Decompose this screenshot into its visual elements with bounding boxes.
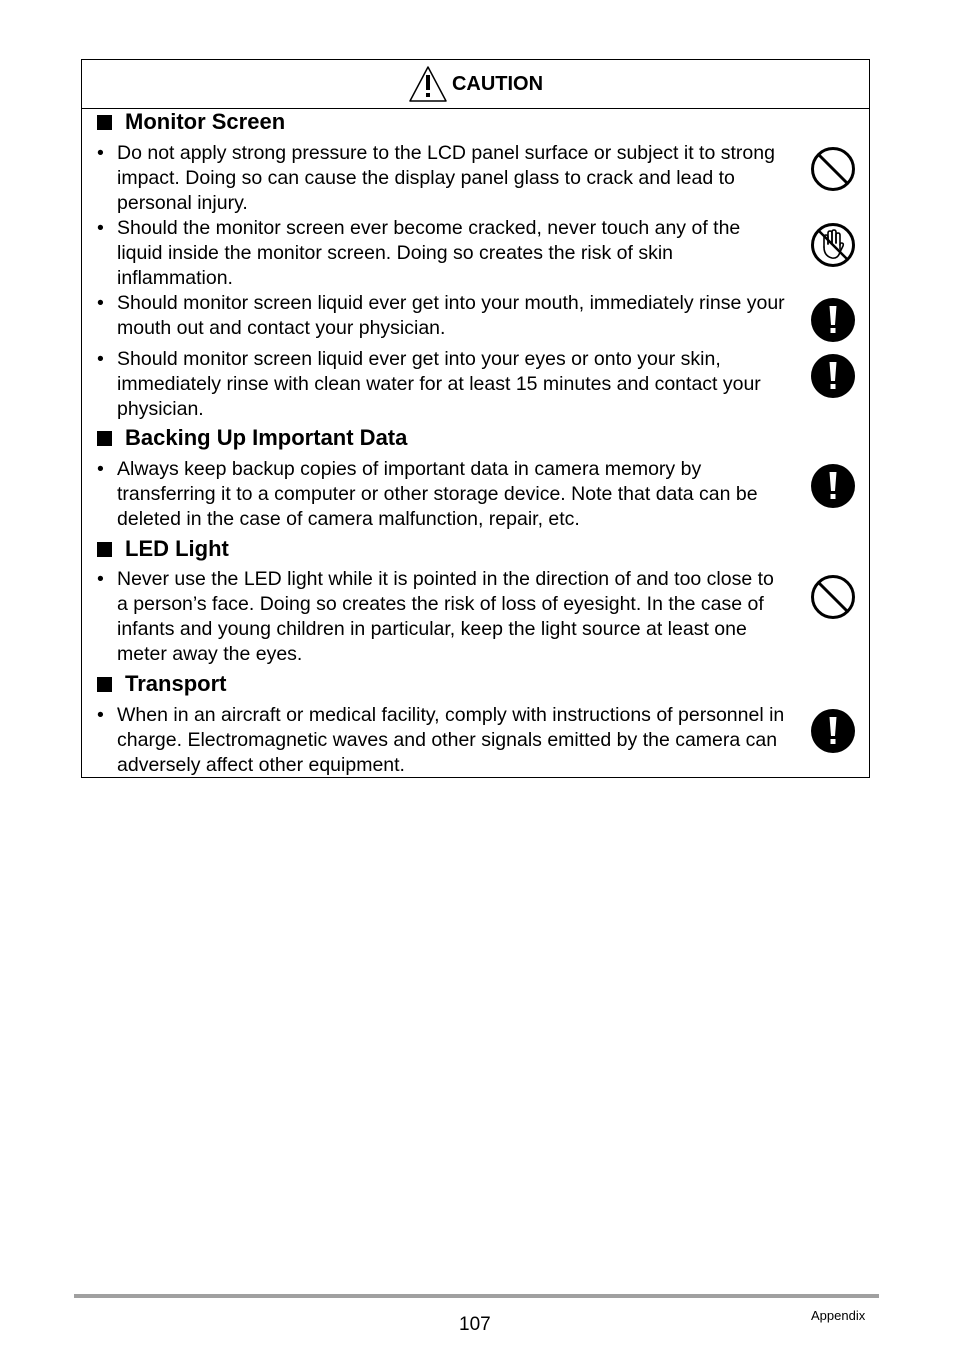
list-item: • Never use the LED light while it is pointed in the direction of and too close to a person’s face. Doing so creates the risk of loss of eyesight. In the case of infants and young children in particular, keep the light source at least one meter away the eyes.	[97, 568, 774, 665]
section-heading-backing-up	[97, 425, 407, 451]
prohibited-icon	[810, 146, 856, 192]
footer-section-name: Appendix	[811, 1308, 866, 1323]
section-heading-led-light	[97, 536, 229, 562]
prohibited-icon	[810, 574, 856, 620]
caution-title: CAUTION	[451, 72, 544, 95]
section-heading-label: Backing Up Important Data	[125, 425, 408, 450]
mandatory-action-icon	[810, 297, 856, 343]
section-heading-label: Monitor Screen	[125, 109, 286, 134]
section-heading-transport	[97, 671, 226, 697]
caution-header	[82, 60, 869, 109]
list-item: • Should the monitor screen ever become cracked, never touch any of the liquid inside the monitor screen. Doing so creates the risk of skin inflammation.	[97, 217, 741, 289]
list-item: • Should monitor screen liquid ever get into your mouth, immediately rinse your mouth out and contact your physician.	[97, 292, 785, 339]
mandatory-action-icon	[810, 463, 856, 509]
footer-divider	[74, 1294, 879, 1298]
section-heading-label: LED Light	[125, 536, 229, 561]
list-item: • Do not apply strong pressure to the LCD panel surface or subject it to strong impact. Doing so can cause the display panel glass to crack and lead to personal injury.	[97, 142, 775, 214]
heading-square-icon	[97, 542, 112, 557]
section-heading-monitor-screen	[97, 109, 285, 135]
do-not-touch-icon	[810, 222, 856, 268]
heading-square-icon	[97, 677, 112, 692]
section-heading-label: Transport	[125, 671, 227, 696]
warning-triangle-icon	[408, 65, 452, 103]
page-number: 107	[459, 1314, 491, 1335]
mandatory-action-icon	[810, 353, 856, 399]
heading-square-icon	[97, 431, 112, 446]
list-item: • Should monitor screen liquid ever get into your eyes or onto your skin, immediately rinse with clean water for at least 15 minutes and contact your physician.	[97, 348, 761, 420]
list-item: • Always keep backup copies of important data in camera memory by transferring it to a computer or other storage device. Note that data can be deleted in the case of camera malfunction, repair, etc.	[97, 458, 758, 530]
heading-square-icon	[97, 115, 112, 130]
mandatory-action-icon	[810, 708, 856, 754]
list-item: • When in an aircraft or medical facility, comply with instructions of personnel in charge. Electromagnetic waves and other signals emitted by the camera can adversely affect other equipment.	[97, 704, 785, 776]
